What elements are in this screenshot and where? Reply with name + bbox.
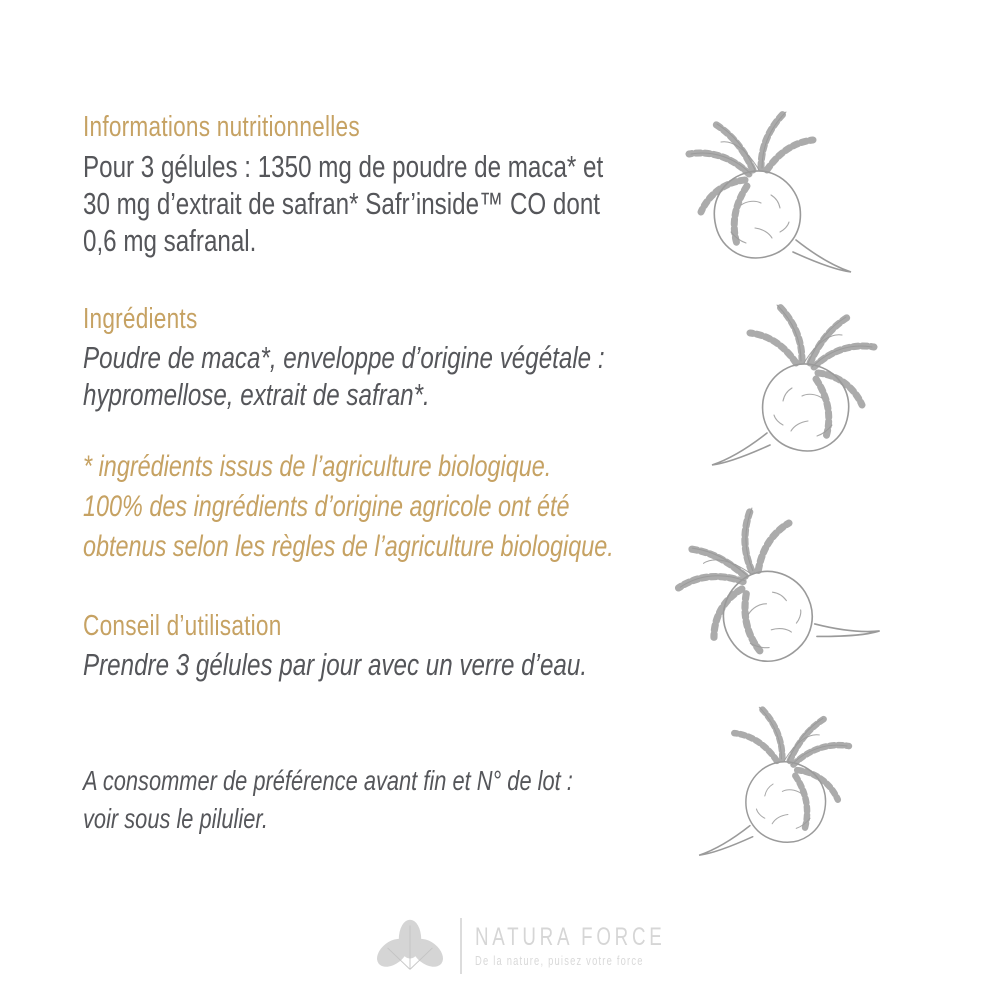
- text-line: hypromellose, extrait de safran*.: [83, 377, 430, 412]
- section-heading: Conseil d’utilisation: [83, 610, 282, 642]
- section-heading: Ingrédients: [83, 303, 198, 335]
- brand-tagline: De la nature, puisez votre force: [475, 954, 644, 968]
- text-line: 30 mg d’extrait de safran* Safr’inside™ CO dont: [83, 186, 600, 221]
- brand-divider: [460, 918, 462, 974]
- organic-footnote: [83, 447, 614, 567]
- maca-sketch-icon: [629, 464, 900, 728]
- text-line: Poudre de maca*, enveloppe d’origine végétale :: [83, 340, 605, 375]
- text-line: 100% des ingrédients d’origine agricole ont été: [83, 490, 570, 523]
- leaf-trio-icon: [372, 915, 448, 977]
- text-line: voir sous le pilulier.: [83, 803, 268, 834]
- ingredients-section-heading: [83, 302, 198, 336]
- usage-section-heading: [83, 609, 282, 643]
- text-line: obtenus selon les règles de l’agriculture biologique.: [83, 530, 614, 563]
- section-heading: Informations nutritionnelles: [83, 111, 360, 143]
- ingredients-paragraph: [83, 339, 605, 413]
- nutrition-paragraph: [83, 148, 603, 259]
- brand-logo: [372, 915, 729, 977]
- expiry-note: [83, 762, 573, 838]
- maca-sketch-icon: [700, 293, 900, 483]
- text-line: Pour 3 gélules : 1350 mg de poudre de maca* et: [83, 149, 604, 184]
- text-line: A consommer de préférence avant fin et N° de lot :: [83, 765, 573, 796]
- text-line: Prendre 3 gélules par jour avec un verre d’eau.: [83, 647, 588, 682]
- usage-paragraph: [83, 646, 587, 683]
- brand-name: NATURA FORCE: [475, 923, 666, 951]
- maca-sketch-icon: [688, 695, 873, 873]
- maca-sketch-icon: [663, 100, 863, 290]
- text-line: * ingrédients issus de l’agriculture biologique.: [83, 450, 552, 483]
- nutrition-section-heading: [83, 110, 360, 144]
- brand-text: [475, 924, 666, 968]
- text-line: 0,6 mg safranal.: [83, 223, 257, 258]
